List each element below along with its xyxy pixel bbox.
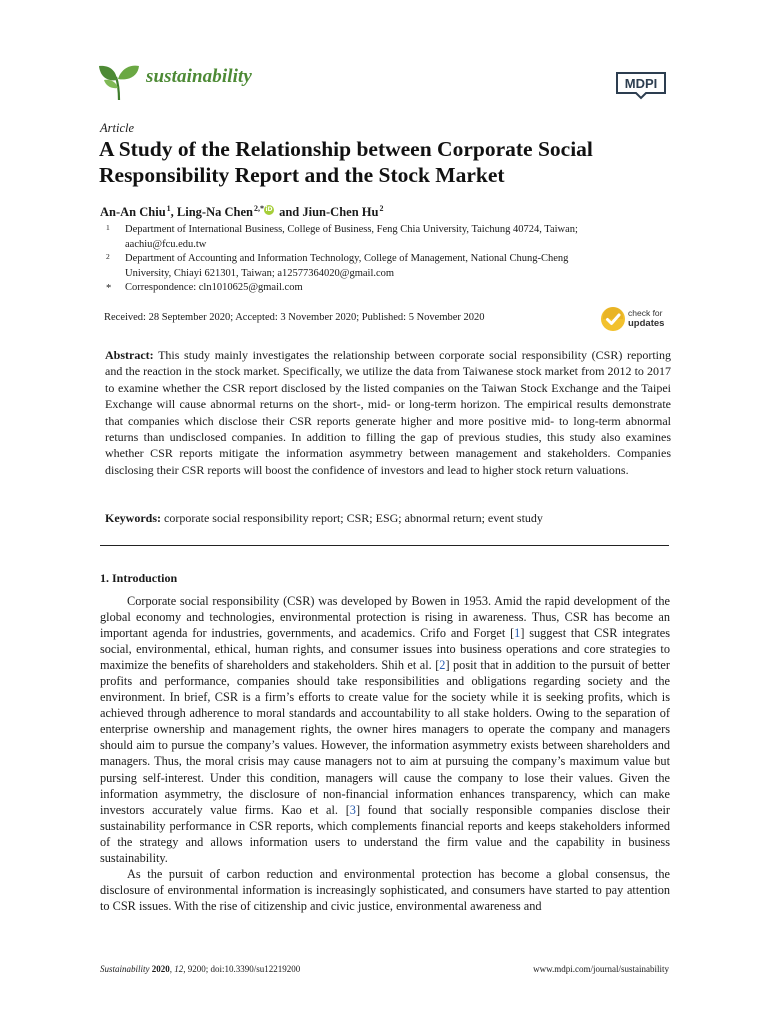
paragraph-text: As the pursuit of carbon reduction and environmental protection has become a global consensus, the disclosure of environmental information is increasingly sophisticated, and consumers have started to pay attention to CSR issues. With the rise of citizenship and civic justice, environmental awareness and (100, 866, 670, 913)
affiliation-item (100, 223, 670, 252)
citation-link[interactable]: 1 (514, 626, 521, 641)
sprouting-leaves-icon (97, 58, 141, 102)
abstract (105, 347, 671, 478)
affiliation-email[interactable]: aachiu@fcu.edu.tw (125, 238, 207, 250)
footer-volume: , 12 (169, 964, 184, 974)
updates-label: updates (628, 318, 665, 329)
body-paragraph (100, 593, 670, 866)
article-type: Article (100, 121, 135, 135)
keywords (105, 510, 671, 526)
check-for-updates-icon (600, 306, 626, 332)
author-list (100, 204, 383, 220)
author-name[interactable]: Jiun-Chen Hu (302, 205, 379, 219)
correspondence-mark: * (106, 283, 112, 295)
citation-footer (100, 964, 300, 974)
paragraph-text: ] suggest that CSR integrates social, environmental, ethical, human rights, and consumer issues into business operations and core strategies to maximize the benefits of shareholders and stakeholders. Shih et al. [ (100, 626, 670, 673)
mdpi-logo (613, 70, 669, 100)
author-separator: , (170, 205, 177, 219)
paragraph-text: ] posit that in addition to the pursuit of better profits and performance, companies should take responsibilities and obligations regarding society and the environment. In brief, CSR is a firm’s efforts to create value for the society while it is seeking profits, which is achieved through adherence to moral standards and accountability to all stake holders. Owing to the separation of enterprise ownership and management rights, the owner hires managers to operate the company and managers should aim to pursue the company’s values. However, the information asymmetry exists between shareholders and managers. Thus, the moral crisis may cause managers not to aim at pursuing the company’s maximum value but pursing self-interest. Under this condition, managers will cause the company to lose their values. Given the information asymmetry, the disclosure of non-financial information enhances transparency, which can make investors accurately value firms. Kao et al. [ (100, 658, 670, 817)
footer-year: 2020 (149, 964, 170, 974)
paragraph-text: ] found that socially responsible companies disclose their sustainability performance in CSR reports, which complements financial reports and keeps stakeholders informed of the strategy and allows information users to understand the firm value and the capability in business sustainability. (100, 802, 670, 865)
citation-link[interactable]: 2 (439, 658, 446, 673)
journal-name: sustainability (146, 66, 252, 87)
affiliation-item (100, 252, 670, 281)
body-paragraph (100, 866, 670, 914)
affiliation-number: 1 (106, 223, 110, 232)
author-affiliation-mark: 2,* (253, 204, 264, 213)
correspondence-line[interactable]: Correspondence: cln1010625@gmail.com (125, 282, 303, 294)
author-name[interactable]: Ling-Na Chen (176, 205, 253, 219)
footer-doi[interactable]: , 9200; doi:10.3390/su12219200 (183, 964, 301, 974)
section-heading: 1. Introduction (100, 571, 178, 585)
mdpi-logo-text: MDPI (624, 76, 658, 91)
author-name[interactable]: An-An Chiu (100, 205, 166, 219)
check-for-label: check for (628, 308, 663, 318)
affiliation-line: University, Chiayi 621301, Taiwan; a12577364020@gmail.com (125, 267, 395, 279)
affiliations (100, 223, 670, 296)
citation-link[interactable]: 3 (349, 802, 356, 817)
abstract-label: Abstract: (105, 348, 154, 362)
article-title: A Study of the Relationship between Corporate Social Responsibility Report and the Stock Market (99, 137, 593, 187)
correspondence-item (100, 281, 670, 296)
author-separator: and (275, 205, 303, 219)
keywords-text: corporate social responsibility report; CSR; ESG; abnormal return; event study (164, 511, 543, 525)
orcid-icon[interactable]: iD (265, 206, 273, 213)
section-divider (100, 545, 669, 546)
affiliation-line: Department of Accounting and Information Technology, College of Management, National Chung-Cheng (125, 253, 569, 265)
journal-url[interactable]: www.mdpi.com/journal/sustainability (533, 964, 669, 974)
keywords-label: Keywords: (105, 511, 161, 525)
author-affiliation-mark: 2 (379, 204, 384, 213)
check-for-updates-badge[interactable] (600, 306, 672, 334)
publication-dates: Received: 28 September 2020; Accepted: 3 November 2020; Published: 5 November 2020 (104, 312, 485, 323)
footer-journal: Sustainability (100, 964, 150, 974)
section-body (100, 593, 670, 914)
abstract-text: This study mainly investigates the relationship between corporate social responsibility (CSR) reporting and the reaction in the stock market. Specifically, we utilize the data from Taiwanese stock market from 2012 to 2017 to examine whether the CSR report disclosed by the listed companies on the Taiwan Stock Exchange and the Taipei Exchange will cause abnormal returns on the short-, mid- or long-term horizon. The empirical results demonstrate that companies which disclose their CSR reports generate higher and more positive mid- to long-term abnormal returns than undisclosed companies. In addition to filling the gap of previous studies, this study also examines whether CSR reports mitigate the information asymmetry between management and stakeholders. Companies disclosing their CSR reports will boost the confidence of investors and lead to higher stock return valuations. (105, 348, 671, 477)
affiliation-line: Department of International Business, College of Business, Feng Chia University, Taichung 40724, Taiwan; (125, 224, 578, 235)
affiliation-number: 2 (106, 252, 110, 262)
author-affiliation-mark: 1 (166, 204, 171, 213)
paragraph-text: Corporate social responsibility (CSR) was developed by Bowen in 1953. Amid the rapid development of the global economy and technologies, environmental protection is rising in awareness. Thus, CSR has become an important agenda for industries, governments, and academics. Crifo and Forget [ (100, 594, 670, 641)
